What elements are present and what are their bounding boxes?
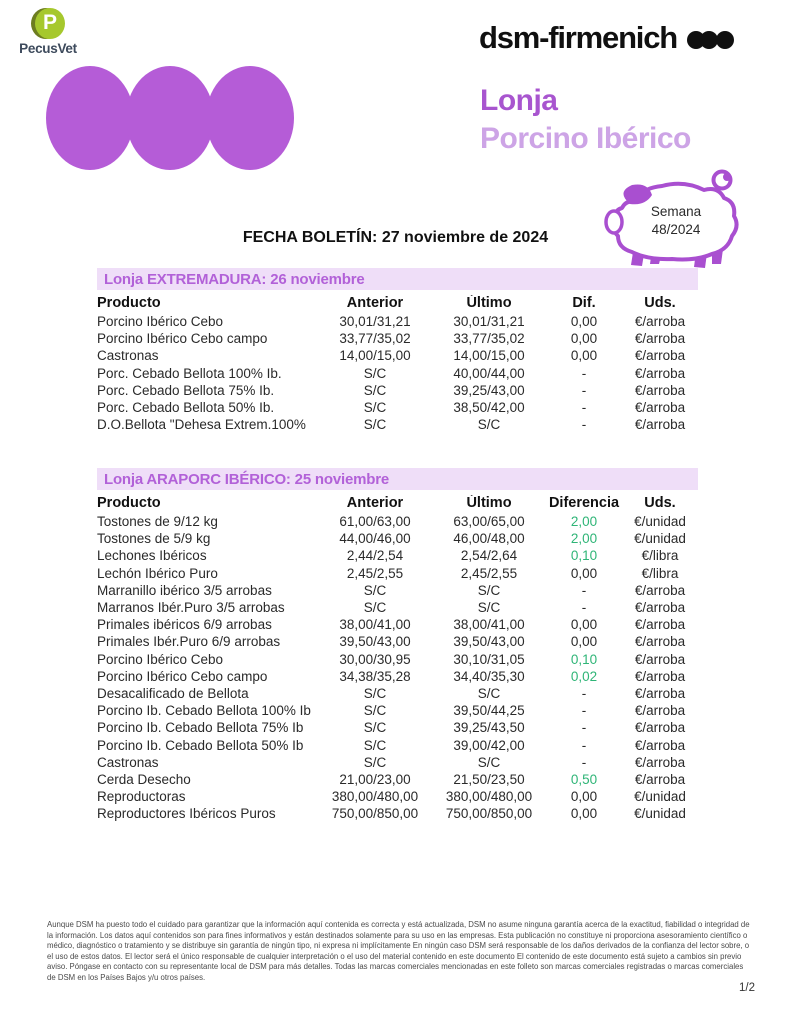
- units-cell: €/arroba: [634, 365, 686, 381]
- ultimo-price-cell: 2,45/2,55: [460, 565, 518, 581]
- column-header: Último: [466, 295, 512, 311]
- difference-cell: 0,00: [570, 634, 598, 650]
- anterior-price-cell: S/C: [363, 737, 387, 753]
- column-header: Producto: [97, 295, 161, 311]
- difference-cell: 2,00: [570, 514, 598, 530]
- product-cell: Porcino Ib. Cebado Bellota 100% Ib: [97, 703, 311, 719]
- difference-cell: -: [581, 685, 587, 701]
- units-cell: €/unidad: [634, 806, 686, 822]
- table-rows: [97, 313, 698, 433]
- table-row: [97, 736, 698, 753]
- purple-circle: [46, 66, 134, 170]
- table-extremadura: [97, 268, 698, 433]
- table-row: [97, 565, 698, 582]
- anterior-price-cell: S/C: [363, 685, 387, 701]
- anterior-price-cell: S/C: [363, 417, 387, 433]
- difference-cell: 0,02: [570, 668, 598, 684]
- product-cell: Porc. Cebado Bellota 50% Ib.: [97, 400, 275, 416]
- difference-cell: -: [581, 737, 587, 753]
- table-row: [97, 416, 698, 433]
- difference-cell: -: [581, 365, 587, 381]
- ultimo-price-cell: 2,54/2,64: [460, 548, 518, 564]
- anterior-price-cell: S/C: [363, 400, 387, 416]
- table-araporc-iberico: [97, 468, 698, 822]
- difference-cell: -: [581, 754, 587, 770]
- anterior-price-cell: 14,00/15,00: [339, 348, 411, 364]
- pig-sketch-week-badge: [600, 164, 750, 272]
- difference-cell: 0,10: [570, 651, 598, 667]
- table-row: [97, 702, 698, 719]
- ultimo-price-cell: 30,01/31,21: [453, 314, 525, 330]
- difference-cell: 0,00: [570, 348, 598, 364]
- ultimo-price-cell: 38,00/41,00: [453, 617, 525, 633]
- table-row: [97, 330, 698, 347]
- units-cell: €/arroba: [634, 417, 686, 433]
- anterior-price-cell: 38,00/41,00: [339, 617, 411, 633]
- difference-cell: 0,00: [570, 314, 598, 330]
- product-cell: Porcino Ib. Cebado Bellota 75% Ib: [97, 720, 304, 736]
- anterior-price-cell: 2,45/2,55: [346, 565, 404, 581]
- week-badge-line2: 48/2024: [651, 222, 701, 237]
- table-row: [97, 382, 698, 399]
- ultimo-price-cell: 39,25/43,00: [453, 382, 525, 398]
- ultimo-price-cell: S/C: [477, 417, 501, 433]
- table-row: [97, 513, 698, 530]
- difference-cell: -: [581, 417, 587, 433]
- units-cell: €/arroba: [634, 582, 686, 598]
- product-cell: Marranos Ibér.Puro 3/5 arrobas: [97, 600, 285, 616]
- anterior-price-cell: 34,38/35,28: [339, 668, 411, 684]
- product-cell: Porcino Ibérico Cebo campo: [97, 331, 268, 347]
- units-cell: €/arroba: [634, 314, 686, 330]
- ultimo-price-cell: 39,50/43,00: [453, 634, 525, 650]
- product-cell: Tostones de 5/9 kg: [97, 531, 211, 547]
- pecusvet-wordmark: PecusVet: [19, 41, 77, 56]
- dsm-firmenich-wordmark: dsm-firmenich: [479, 20, 677, 55]
- anterior-price-cell: 2,44/2,54: [346, 548, 404, 564]
- anterior-price-cell: 380,00/480,00: [331, 789, 419, 805]
- page-title-line1: Lonja: [480, 84, 558, 117]
- ultimo-price-cell: 380,00/480,00: [445, 789, 533, 805]
- difference-cell: 0,00: [570, 617, 598, 633]
- anterior-price-cell: 44,00/46,00: [339, 531, 411, 547]
- units-cell: €/arroba: [634, 771, 686, 787]
- purple-circle: [126, 66, 214, 170]
- difference-cell: 0,00: [570, 806, 598, 822]
- page-number: 1/2: [739, 982, 755, 994]
- table-row: [97, 633, 698, 650]
- units-cell: €/arroba: [634, 737, 686, 753]
- difference-cell: 0,00: [570, 789, 598, 805]
- table-row: [97, 582, 698, 599]
- week-badge-line1: Semana: [650, 204, 702, 219]
- units-cell: €/arroba: [634, 651, 686, 667]
- difference-cell: -: [581, 703, 587, 719]
- product-cell: Porcino Ib. Cebado Bellota 50% Ib: [97, 737, 304, 753]
- table-title-band: Lonja EXTREMADURA: 26 noviembre: [97, 268, 698, 290]
- anterior-price-cell: 33,77/35,02: [339, 331, 411, 347]
- page-title-line2: Porcino Ibérico: [480, 122, 691, 155]
- anterior-price-cell: 21,00/23,00: [339, 771, 411, 787]
- product-cell: Reproductoras: [97, 789, 186, 805]
- units-cell: €/arroba: [634, 634, 686, 650]
- table-row: [97, 365, 698, 382]
- anterior-price-cell: 30,00/30,95: [339, 651, 411, 667]
- product-cell: Cerda Desecho: [97, 771, 191, 787]
- column-header: Último: [466, 495, 512, 511]
- ultimo-price-cell: 750,00/850,00: [445, 806, 533, 822]
- product-cell: Lechones Ibéricos: [97, 548, 207, 564]
- units-cell: €/unidad: [634, 789, 686, 805]
- anterior-price-cell: 39,50/43,00: [339, 634, 411, 650]
- table-header-row: [97, 293, 698, 313]
- units-cell: €/unidad: [634, 531, 686, 547]
- column-header: Uds.: [644, 295, 676, 311]
- units-cell: €/arroba: [634, 348, 686, 364]
- anterior-price-cell: S/C: [363, 582, 387, 598]
- product-cell: Marranillo ibérico 3/5 arrobas: [97, 582, 272, 598]
- anterior-price-cell: S/C: [363, 703, 387, 719]
- table-row: [97, 719, 698, 736]
- product-cell: Porcino Ibérico Cebo campo: [97, 668, 268, 684]
- units-cell: €/libra: [641, 565, 679, 581]
- column-header: Uds.: [644, 495, 676, 511]
- anterior-price-cell: 30,01/31,21: [339, 314, 411, 330]
- column-header: Diferencia: [548, 495, 620, 511]
- product-cell: Lechón Ibérico Puro: [97, 565, 218, 581]
- table-row: [97, 616, 698, 633]
- pecusvet-logo: [8, 8, 88, 56]
- pecusvet-icon-letter: P: [42, 11, 57, 34]
- units-cell: €/arroba: [634, 382, 686, 398]
- units-cell: €/arroba: [634, 685, 686, 701]
- ultimo-price-cell: 63,00/65,00: [453, 514, 525, 530]
- units-cell: €/arroba: [634, 720, 686, 736]
- units-cell: €/arroba: [634, 668, 686, 684]
- ultimo-price-cell: 39,25/43,50: [453, 720, 525, 736]
- units-cell: €/arroba: [634, 331, 686, 347]
- difference-cell: -: [581, 600, 587, 616]
- difference-cell: -: [581, 400, 587, 416]
- table-row: [97, 685, 698, 702]
- anterior-price-cell: S/C: [363, 754, 387, 770]
- ultimo-price-cell: 30,10/31,05: [453, 651, 525, 667]
- table-row: [97, 347, 698, 364]
- ultimo-price-cell: 39,00/42,00: [453, 737, 525, 753]
- dsm-three-dots-icon: [687, 31, 734, 49]
- product-cell: Tostones de 9/12 kg: [97, 514, 218, 530]
- ultimo-price-cell: 39,50/44,25: [453, 703, 525, 719]
- table-row: [97, 668, 698, 685]
- units-cell: €/arroba: [634, 754, 686, 770]
- table-row: [97, 788, 698, 805]
- table-row: [97, 530, 698, 547]
- table-header-row: [97, 493, 698, 513]
- column-header: Anterior: [346, 495, 404, 511]
- anterior-price-cell: S/C: [363, 382, 387, 398]
- ultimo-price-cell: S/C: [477, 754, 501, 770]
- table-row: [97, 805, 698, 822]
- ultimo-price-cell: 34,40/35,30: [453, 668, 525, 684]
- column-header: Dif.: [572, 295, 596, 311]
- difference-cell: 0,10: [570, 548, 598, 564]
- column-header: Anterior: [346, 295, 404, 311]
- dsm-firmenich-logo: [479, 20, 734, 56]
- table-rows: [97, 513, 698, 822]
- disclaimer-text: Aunque DSM ha puesto todo el cuidado para garantizar que la información aquí contenida es correcta y está actualizada, DSM no asume ninguna garantía acerca de la exactitud, fiabilidad o integridad de la información. Los datos aquí contenidos son para fines informativos y están destinados solamente para su uso en las empresas. Esta publicación no constituye ni proporciona asesoramiento científico o médico, diagnóstico o tratamiento y se distribuye sin garantía de ningún tipo, ni expresa ni implícitamente En ningún caso DSM será responsable de los daños derivados de la confianza del lector sobre, o el uso de estos datos. El lector será el único responsable de cualquier interpretación o el uso del material contenido en este documento El contenido de este documento está sujeto a cambios sin previo aviso. Póngase en contacto con su representante local de DSM para más detalles. Todas las marcas comerciales mencionadas en este folleto son marcas comerciales registradas o marcas comerciales de DSM en los Países Bajos y/u otros países.: [47, 920, 750, 982]
- difference-cell: -: [581, 720, 587, 736]
- units-cell: €/arroba: [634, 617, 686, 633]
- product-cell: Primales Ibér.Puro 6/9 arrobas: [97, 634, 281, 650]
- product-cell: Porc. Cebado Bellota 100% Ib.: [97, 365, 282, 381]
- ultimo-price-cell: 21,50/23,50: [453, 771, 525, 787]
- product-cell: Porcino Ibérico Cebo: [97, 651, 224, 667]
- units-cell: €/libra: [641, 548, 679, 564]
- ultimo-price-cell: 46,00/48,00: [453, 531, 525, 547]
- ultimo-price-cell: 38,50/42,00: [453, 400, 525, 416]
- units-cell: €/arroba: [634, 600, 686, 616]
- product-cell: Castronas: [97, 348, 159, 364]
- column-header: Producto: [97, 495, 161, 511]
- product-cell: Desacalificado de Bellota: [97, 685, 249, 701]
- table-row: [97, 599, 698, 616]
- difference-cell: -: [581, 582, 587, 598]
- ultimo-price-cell: 33,77/35,02: [453, 331, 525, 347]
- units-cell: €/arroba: [634, 400, 686, 416]
- anterior-price-cell: 750,00/850,00: [331, 806, 419, 822]
- product-cell: Reproductores Ibéricos Puros: [97, 806, 276, 822]
- table-row: [97, 313, 698, 330]
- three-purple-circles-graphic: [46, 66, 294, 170]
- table-title-band: Lonja ARAPORC IBÉRICO: 25 noviembre: [97, 468, 698, 490]
- product-cell: Porc. Cebado Bellota 75% Ib.: [97, 382, 275, 398]
- units-cell: €/arroba: [634, 703, 686, 719]
- product-cell: D.O.Bellota "Dehesa Extrem.100%: [97, 417, 306, 433]
- anterior-price-cell: S/C: [363, 720, 387, 736]
- difference-cell: 0,50: [570, 771, 598, 787]
- anterior-price-cell: 61,00/63,00: [339, 514, 411, 530]
- difference-cell: 0,00: [570, 565, 598, 581]
- table-row: [97, 651, 698, 668]
- units-cell: €/unidad: [634, 514, 686, 530]
- product-cell: Primales ibéricos 6/9 arrobas: [97, 617, 272, 633]
- pig-icon: [600, 164, 750, 272]
- anterior-price-cell: S/C: [363, 600, 387, 616]
- bulletin-date: FECHA BOLETÍN: 27 noviembre de 2024: [242, 229, 549, 246]
- ultimo-price-cell: S/C: [477, 685, 501, 701]
- table-row: [97, 547, 698, 564]
- product-cell: Castronas: [97, 754, 159, 770]
- pecusvet-icon: [31, 8, 65, 39]
- product-cell: Porcino Ibérico Cebo: [97, 314, 224, 330]
- ultimo-price-cell: 14,00/15,00: [453, 348, 525, 364]
- table-row: [97, 771, 698, 788]
- difference-cell: -: [581, 382, 587, 398]
- difference-cell: 0,00: [570, 331, 598, 347]
- ultimo-price-cell: S/C: [477, 582, 501, 598]
- table-row: [97, 399, 698, 416]
- purple-circle: [206, 66, 294, 170]
- anterior-price-cell: S/C: [363, 365, 387, 381]
- table-row: [97, 754, 698, 771]
- difference-cell: 2,00: [570, 531, 598, 547]
- ultimo-price-cell: 40,00/44,00: [453, 365, 525, 381]
- ultimo-price-cell: S/C: [477, 600, 501, 616]
